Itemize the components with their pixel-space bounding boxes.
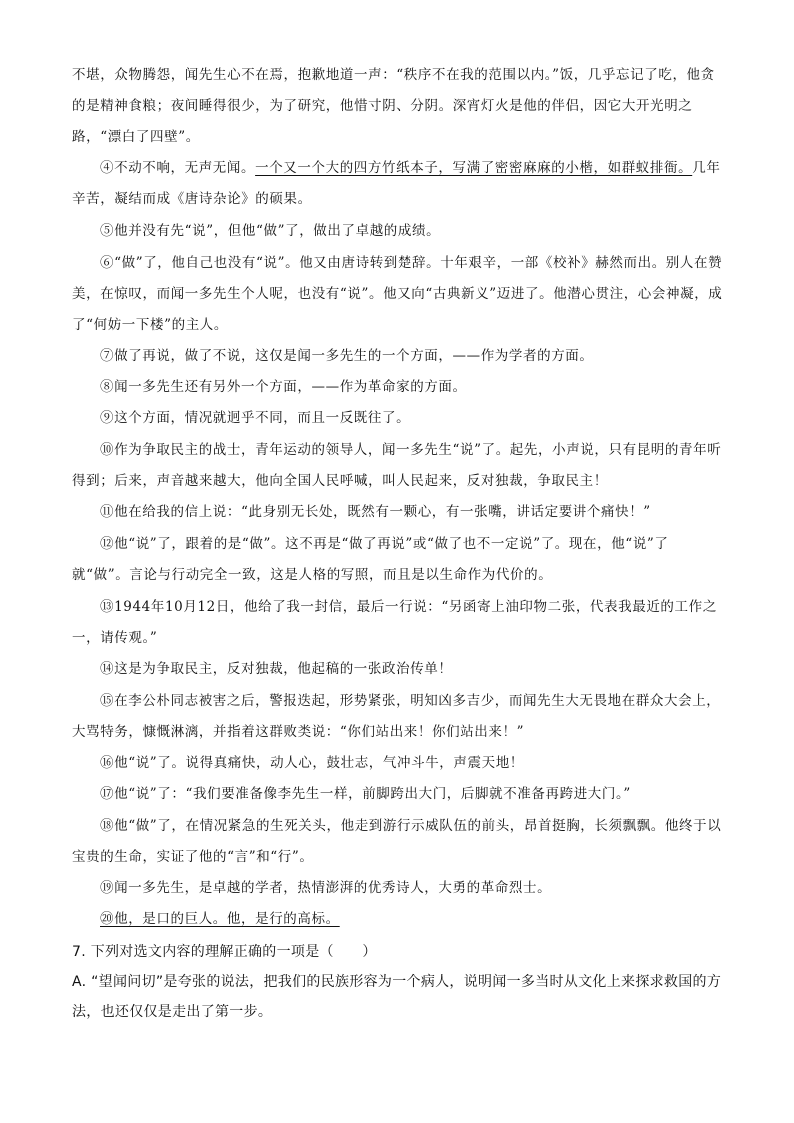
passage-paragraph-7: ⑦做了再说，做了不说，这仅是闻一多先生的一个方面，——作为学者的方面。 xyxy=(100,348,594,364)
question-7-stem: 7. 下列对选文内容的理解正确的一项是（ ） xyxy=(72,944,377,960)
passage-paragraph-18: ⑱他“做”了，在情况紧急的生死关头，他走到游行示威队伍的前头，昂首挺胸，长须飘飘。他终于以宝贵的生命，实证了他的“言”和“行”。 xyxy=(72,818,722,865)
passage-paragraph-16: ⑯他“说”了。说得真痛快，动人心，鼓壮志，气冲斗牛，声震天地！ xyxy=(100,755,524,771)
passage-paragraph-continued: 不堪，众物腾怨，闻先生心不在焉，抱歉地道一声：“秩序不在我的范围以内。”饭，几乎忘记了吃，他贪的是精神食粮；夜间睡得很少，为了研究，他惜寸阴、分阴。深宵灯火是他的伴侣，因它大开光明之路，“漂白了四壁”。 xyxy=(72,67,715,145)
passage-paragraph-8: ⑧闻一多先生还有另外一个方面，——作为革命家的方面。 xyxy=(100,379,467,395)
paragraph-4-lead: ④不动不响，无声无闻。 xyxy=(100,160,256,176)
passage-paragraph-5: ⑤他并没有先“说”，但他“做”了，做出了卓越的成绩。 xyxy=(100,223,441,239)
question-7-option-a: A. “望闻问切”是夸张的说法，把我们的民族形容为一个病人，说明闻一多当时从文化上来探求救国的方法，也还仅仅是走出了第一步。 xyxy=(72,974,722,1020)
passage-paragraph-10: ⑩作为争取民主的战士，青年运动的领导人，闻一多先生“说”了。起先，小声说，只有昆明的青年听得到；后来，声音越来越大，他向全国人民呼喊，叫人民起来，反对独裁，争取民主！ xyxy=(72,442,722,489)
underlined-sentence: 一个又一个大的四方竹纸本子，写满了密密麻麻的小楷，如群蚁排衙。 xyxy=(255,160,693,176)
underlined-conclusion: ⑳他，是口的巨人。他，是行的高标。 xyxy=(100,911,340,927)
paragraph-4-tail: 几年辛苦，凝结而成《唐诗杂论》的硕果。 xyxy=(72,160,721,207)
passage-paragraph-4 xyxy=(72,153,724,215)
passage-paragraph-14: ⑭这是为争取民主，反对独裁，他起稿的一张政治传单！ xyxy=(100,661,453,677)
passage-paragraph-13: ⑬1944年10月12日，他给了我一封信，最后一行说：“另函寄上油印物二张，代表我最近的工作之一，请传观。” xyxy=(72,599,717,646)
passage-paragraph-19: ⑲闻一多先生，是卓越的学者，热情澎湃的优秀诗人，大勇的革命烈士。 xyxy=(100,880,552,896)
passage-paragraph-11: ⑪他在给我的信上说：“此身别无长处，既然有一颗心，有一张嘴，讲话定要讲个痛快！” xyxy=(100,504,651,520)
passage-paragraph-12: ⑫他“说”了，跟着的是“做”。这不再是“做了再说”或“做了也不一定说”了。现在，他“说”了就“做”。言论与行动完全一致，这是人格的写照，而且是以生命作为代价的。 xyxy=(72,536,669,583)
passage-paragraph-20 xyxy=(72,904,724,935)
passage-paragraph-15: ⑮在李公朴同志被害之后，警报迭起，形势紧张，明知凶多吉少，而闻先生大无畏地在群众大会上，大骂特务，慷慨淋漓，并指着这群败类说：“你们站出来！你们站出来！” xyxy=(72,693,721,740)
passage-paragraph-17: ⑰他“说”了：“我们要准备像李先生一样，前脚跨出大门，后脚就不准备再跨进大门。” xyxy=(100,786,631,802)
passage-paragraph-6: ⑥“做”了，他自己也没有“说”。他又由唐诗转到楚辞。十年艰辛，一部《校补》赫然而出。别人在赞美，在惊叹，而闻一多先生个人呢，也没有“说”。他又向“古典新义”迈进了。他潜心贯注，心会神凝，成了“何妨一下楼”的主人。 xyxy=(72,255,723,333)
passage-paragraph-9: ⑨这个方面，情况就迥乎不同，而且一反既往了。 xyxy=(100,410,411,426)
